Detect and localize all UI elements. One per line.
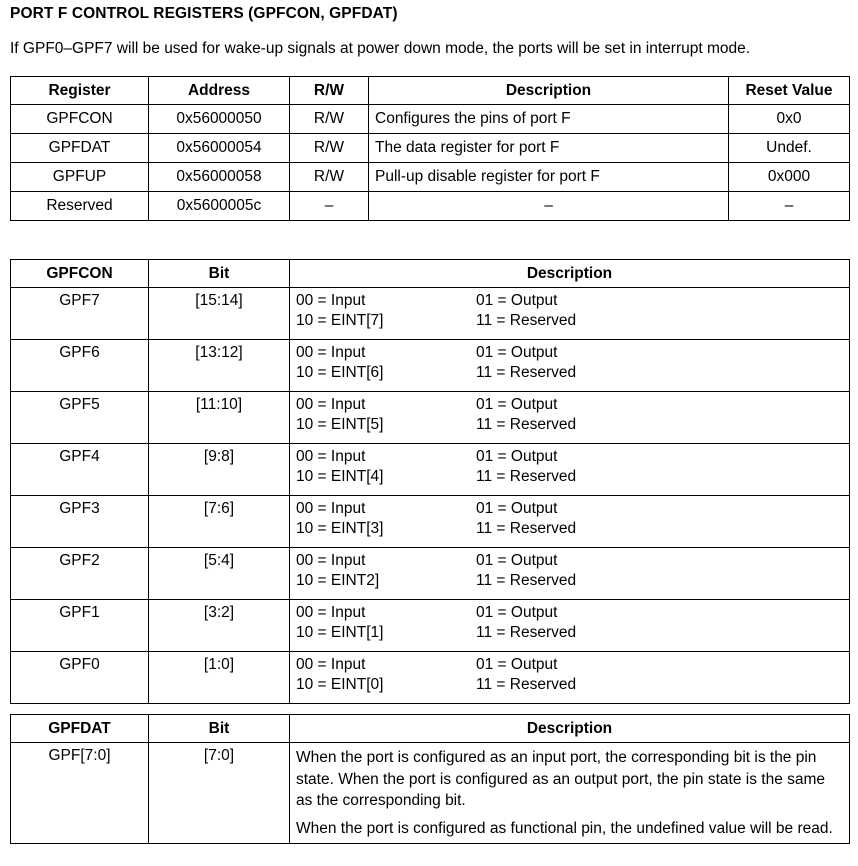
- register-reset: 0x0: [729, 105, 850, 134]
- option-01: 01 = Output: [476, 500, 558, 517]
- description-paragraph: When the port is configured as an input port, the corresponding bit is the pin state. When the port is configured as an output port, the pin state is the same as the corresponding bit.: [296, 749, 826, 809]
- gpfcon-table: [10, 259, 850, 704]
- option-00: 00 = Input: [296, 292, 366, 309]
- register-name: GPFDAT: [11, 134, 149, 163]
- option-01: 01 = Output: [476, 292, 558, 309]
- option-11: 11 = Reserved: [476, 416, 577, 433]
- option-10: 10 = EINT[1]: [296, 624, 384, 641]
- register-table: [10, 76, 850, 221]
- register-rw: –: [290, 192, 369, 221]
- option-00: 00 = Input: [296, 604, 366, 621]
- table-row: [11, 600, 850, 652]
- field-name: GPF7: [11, 288, 149, 340]
- table-row: [11, 496, 850, 548]
- table-row: [11, 105, 850, 134]
- option-10: 10 = EINT[6]: [296, 364, 384, 381]
- field-name: GPF2: [11, 548, 149, 600]
- table-row: [11, 548, 850, 600]
- table-row: [11, 163, 850, 192]
- header-rw: R/W: [290, 77, 369, 105]
- gpfdat-table: [10, 714, 850, 844]
- header-description: Description: [290, 260, 850, 288]
- register-reset: –: [729, 192, 850, 221]
- field-bit: [7:6]: [149, 496, 290, 548]
- register-name: GPFCON: [11, 105, 149, 134]
- register-description: Configures the pins of port F: [369, 105, 729, 134]
- option-00: 00 = Input: [296, 448, 366, 465]
- field-bit: [3:2]: [149, 600, 290, 652]
- option-00: 00 = Input: [296, 500, 366, 517]
- table-row: [11, 652, 850, 704]
- register-address: 0x56000054: [149, 134, 290, 163]
- header-description: Description: [369, 77, 729, 105]
- field-options: [290, 652, 850, 704]
- option-11: 11 = Reserved: [476, 676, 577, 693]
- option-01: 01 = Output: [476, 552, 558, 569]
- table-row: [11, 340, 850, 392]
- field-name: GPF4: [11, 444, 149, 496]
- option-10: 10 = EINT[7]: [296, 312, 384, 329]
- page-title: PORT F CONTROL REGISTERS (GPFCON, GPFDAT): [10, 5, 398, 22]
- option-11: 11 = Reserved: [476, 312, 577, 329]
- option-10: 10 = EINT[3]: [296, 520, 384, 537]
- register-description: The data register for port F: [369, 134, 729, 163]
- option-11: 11 = Reserved: [476, 364, 577, 381]
- field-description: [290, 743, 850, 844]
- field-bit: [11:10]: [149, 392, 290, 444]
- table-row: [11, 134, 850, 163]
- field-options: [290, 600, 850, 652]
- field-options: [290, 288, 850, 340]
- gpfdat-table-header: [11, 715, 850, 743]
- field-name: GPF5: [11, 392, 149, 444]
- option-00: 00 = Input: [296, 656, 366, 673]
- field-options: [290, 444, 850, 496]
- option-11: 11 = Reserved: [476, 572, 577, 589]
- register-address: 0x56000058: [149, 163, 290, 192]
- register-rw: R/W: [290, 105, 369, 134]
- gpfcon-table-header: [11, 260, 850, 288]
- option-01: 01 = Output: [476, 448, 558, 465]
- field-options: [290, 496, 850, 548]
- header-description: Description: [290, 715, 850, 743]
- option-00: 00 = Input: [296, 552, 366, 569]
- field-bit: [7:0]: [149, 743, 290, 844]
- field-name: GPF[7:0]: [11, 743, 149, 844]
- option-01: 01 = Output: [476, 604, 558, 621]
- field-options: [290, 392, 850, 444]
- header-bit: Bit: [149, 715, 290, 743]
- option-11: 11 = Reserved: [476, 468, 577, 485]
- header-gpfdat: GPFDAT: [11, 715, 149, 743]
- header-gpfcon: GPFCON: [11, 260, 149, 288]
- register-name: Reserved: [11, 192, 149, 221]
- field-options: [290, 548, 850, 600]
- field-bit: [9:8]: [149, 444, 290, 496]
- register-name: GPFUP: [11, 163, 149, 192]
- option-10: 10 = EINT[5]: [296, 416, 384, 433]
- header-bit: Bit: [149, 260, 290, 288]
- register-description: –: [369, 192, 729, 221]
- field-bit: [5:4]: [149, 548, 290, 600]
- option-00: 00 = Input: [296, 344, 366, 361]
- option-00: 00 = Input: [296, 396, 366, 413]
- option-01: 01 = Output: [476, 656, 558, 673]
- option-10: 10 = EINT[0]: [296, 676, 384, 693]
- intro-text: If GPF0–GPF7 will be used for wake-up signals at power down mode, the ports will be set in interrupt mode.: [10, 40, 751, 57]
- register-table-header: [11, 77, 850, 105]
- table-row: [11, 392, 850, 444]
- field-name: GPF0: [11, 652, 149, 704]
- header-address: Address: [149, 77, 290, 105]
- register-reset: 0x000: [729, 163, 850, 192]
- option-11: 11 = Reserved: [476, 624, 577, 641]
- register-address: 0x5600005c: [149, 192, 290, 221]
- field-name: GPF1: [11, 600, 149, 652]
- option-01: 01 = Output: [476, 344, 558, 361]
- field-bit: [13:12]: [149, 340, 290, 392]
- table-row: [11, 288, 850, 340]
- field-bit: [15:14]: [149, 288, 290, 340]
- field-options: [290, 340, 850, 392]
- option-01: 01 = Output: [476, 396, 558, 413]
- register-address: 0x56000050: [149, 105, 290, 134]
- option-10: 10 = EINT[4]: [296, 468, 384, 485]
- field-name: GPF3: [11, 496, 149, 548]
- field-name: GPF6: [11, 340, 149, 392]
- table-row: [11, 192, 850, 221]
- header-register: Register: [11, 77, 149, 105]
- field-bit: [1:0]: [149, 652, 290, 704]
- option-11: 11 = Reserved: [476, 520, 577, 537]
- table-row: [11, 743, 850, 844]
- register-rw: R/W: [290, 134, 369, 163]
- table-row: [11, 444, 850, 496]
- register-rw: R/W: [290, 163, 369, 192]
- register-reset: Undef.: [729, 134, 850, 163]
- description-paragraph: When the port is configured as functional pin, the undefined value will be read.: [296, 819, 833, 837]
- option-10: 10 = EINT2]: [296, 572, 380, 589]
- register-description: Pull-up disable register for port F: [369, 163, 729, 192]
- header-reset-value: Reset Value: [729, 77, 850, 105]
